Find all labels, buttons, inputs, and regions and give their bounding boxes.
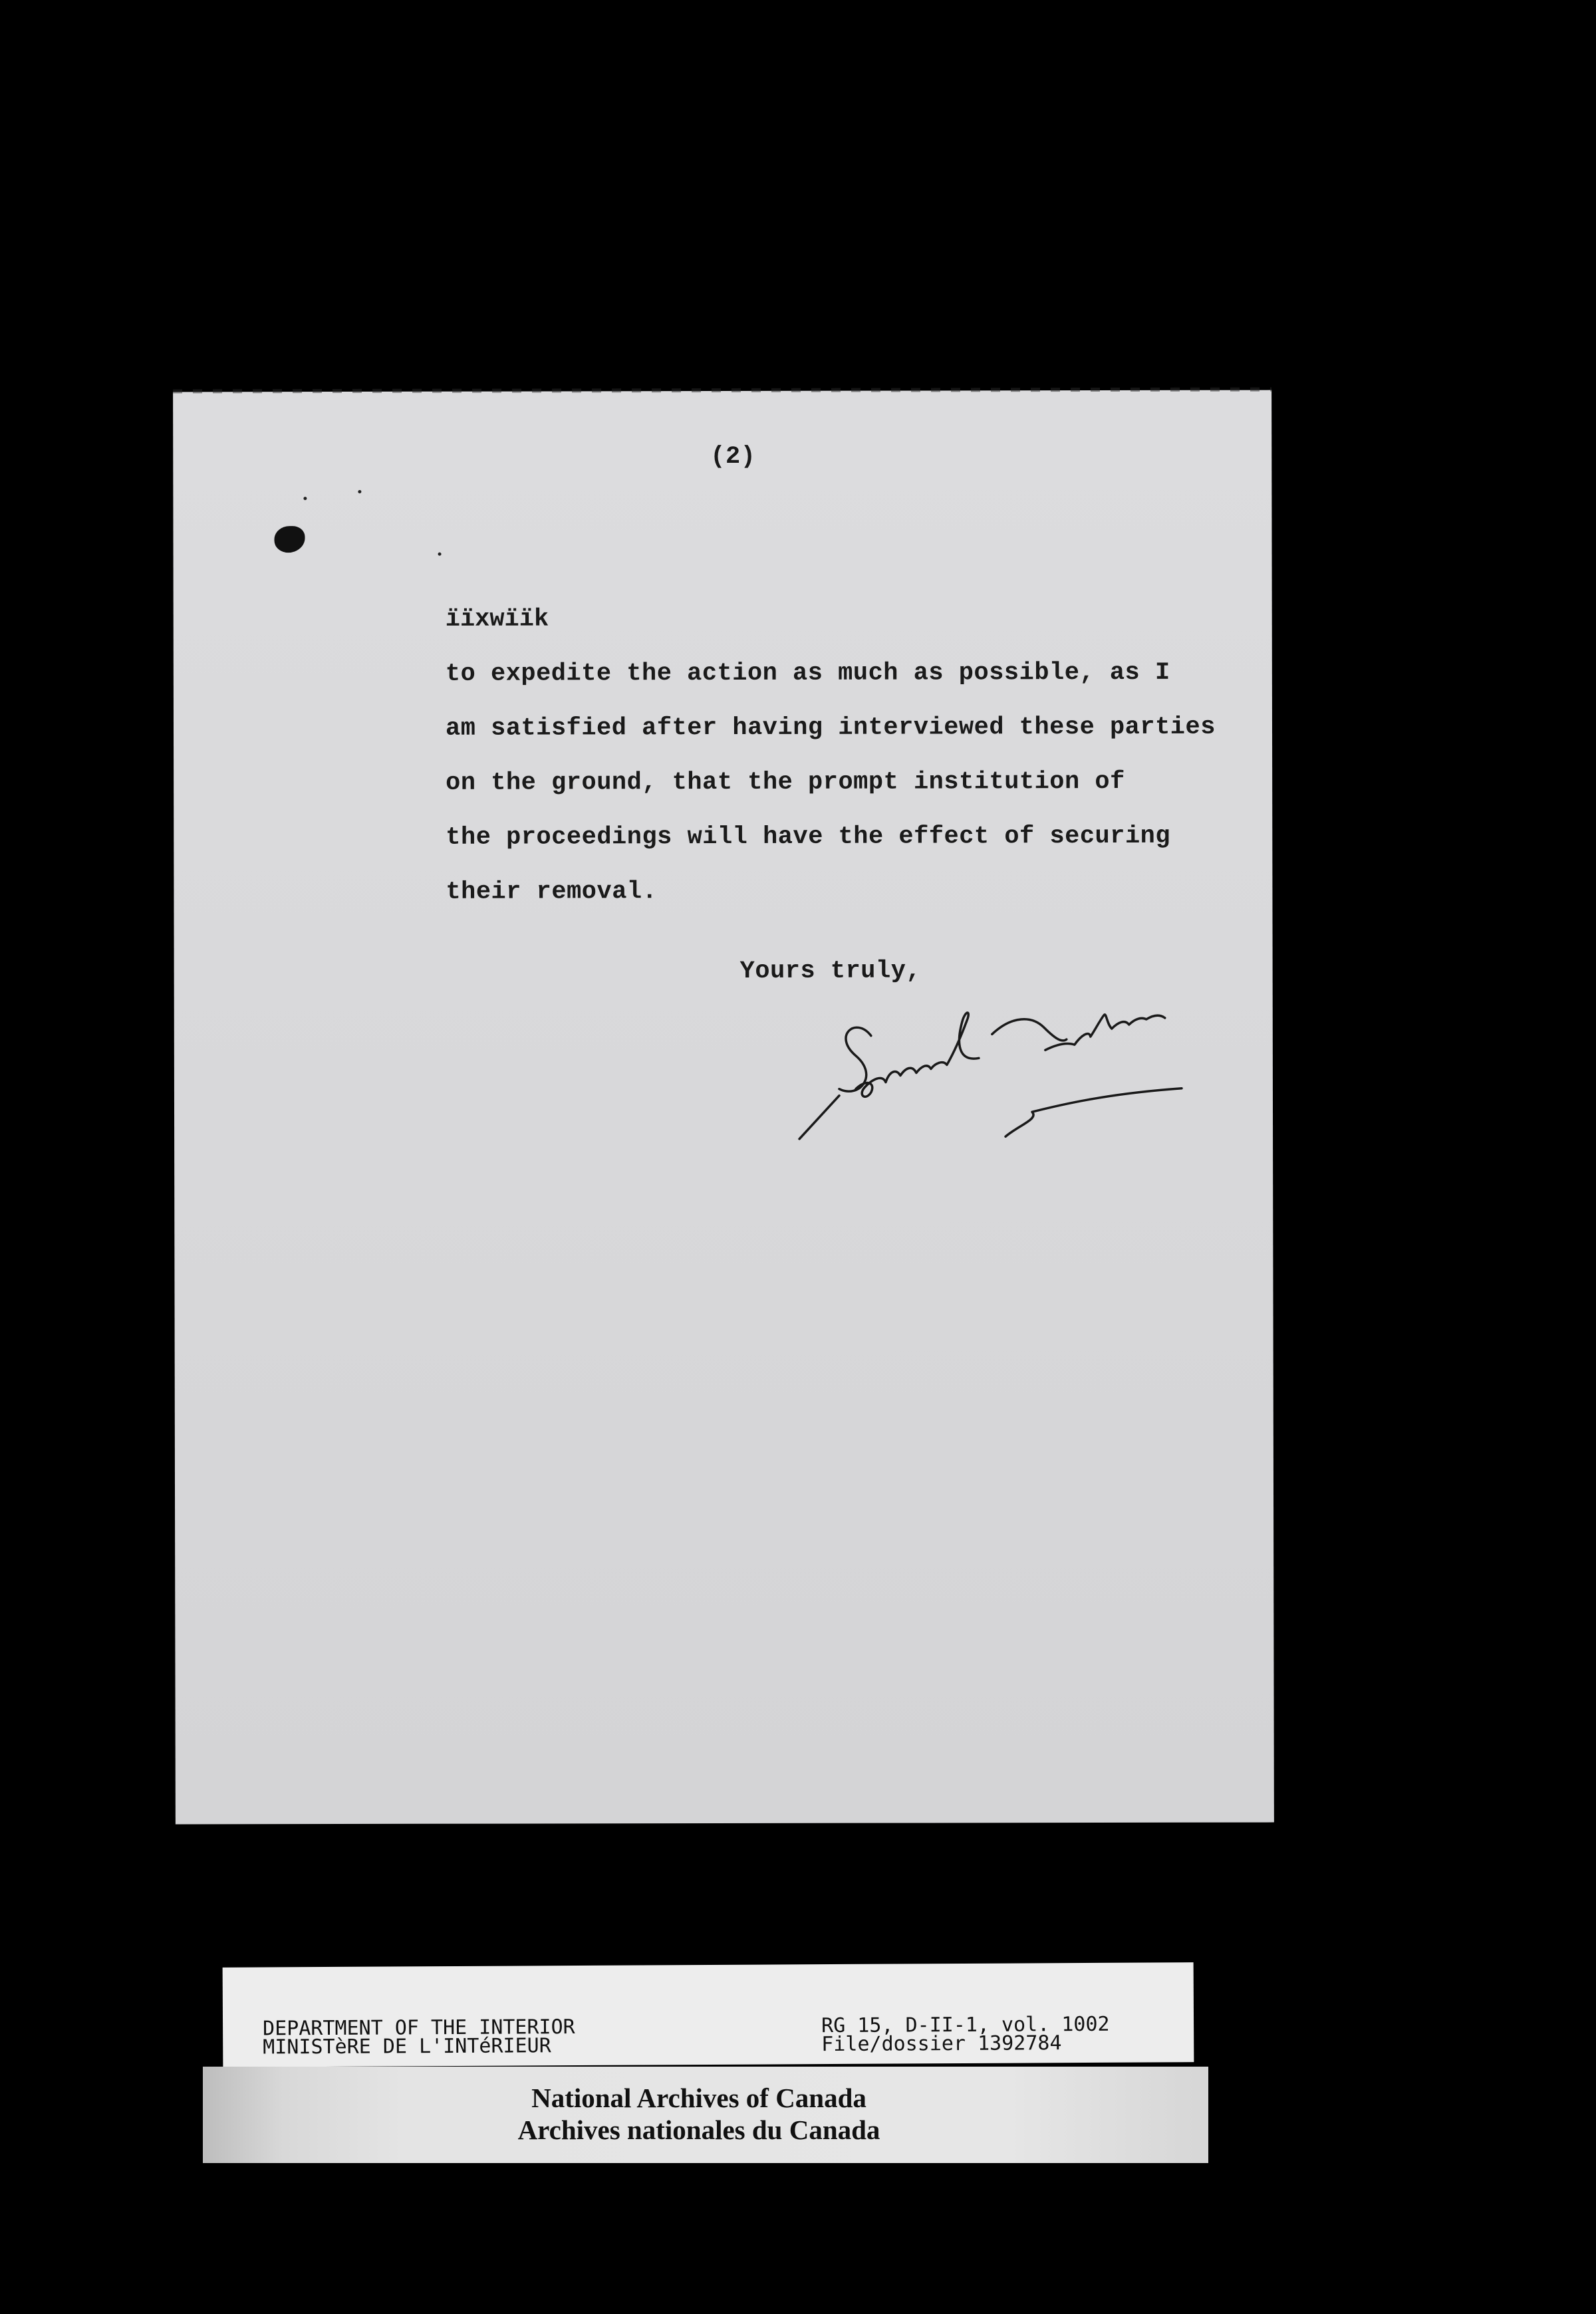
archive-reference-label (223, 1962, 1194, 2067)
letter-page (173, 390, 1274, 1825)
body-line: on the ground, that the prompt institution of (446, 767, 1125, 797)
struck-out-text: ïïxwïïk (445, 605, 549, 634)
closing: Yours truly, (739, 957, 922, 985)
body-line: am satisfied after having interviewed these parties (445, 713, 1216, 743)
speck (438, 553, 442, 556)
department-name-en: DEPARTMENT OF THE INTERIOR (263, 2015, 575, 2041)
department-name-fr: MINISTèRE DE L'INTéRIEUR (263, 2034, 551, 2059)
page-number: (2) (710, 442, 756, 471)
speck (358, 490, 361, 493)
record-group-reference: RG 15, D-II-1, vol. 1002 (821, 2012, 1110, 2038)
archive-name-en: National Archives of Canada (531, 2083, 866, 2113)
speck (303, 497, 307, 500)
body-line: the proceedings will have the effect of securing (446, 822, 1171, 852)
body-line: their removal. (446, 878, 658, 906)
body-line: to expedite the action as much as possible, as I (445, 658, 1170, 688)
national-archives-label (203, 2067, 1208, 2163)
ink-blot (274, 526, 305, 553)
torn-top-edge (173, 388, 1271, 394)
file-number: File/dossier 1392784 (821, 2031, 1062, 2057)
handwritten-signature (793, 989, 1225, 1162)
archive-name-fr: Archives nationales du Canada (517, 2115, 880, 2145)
